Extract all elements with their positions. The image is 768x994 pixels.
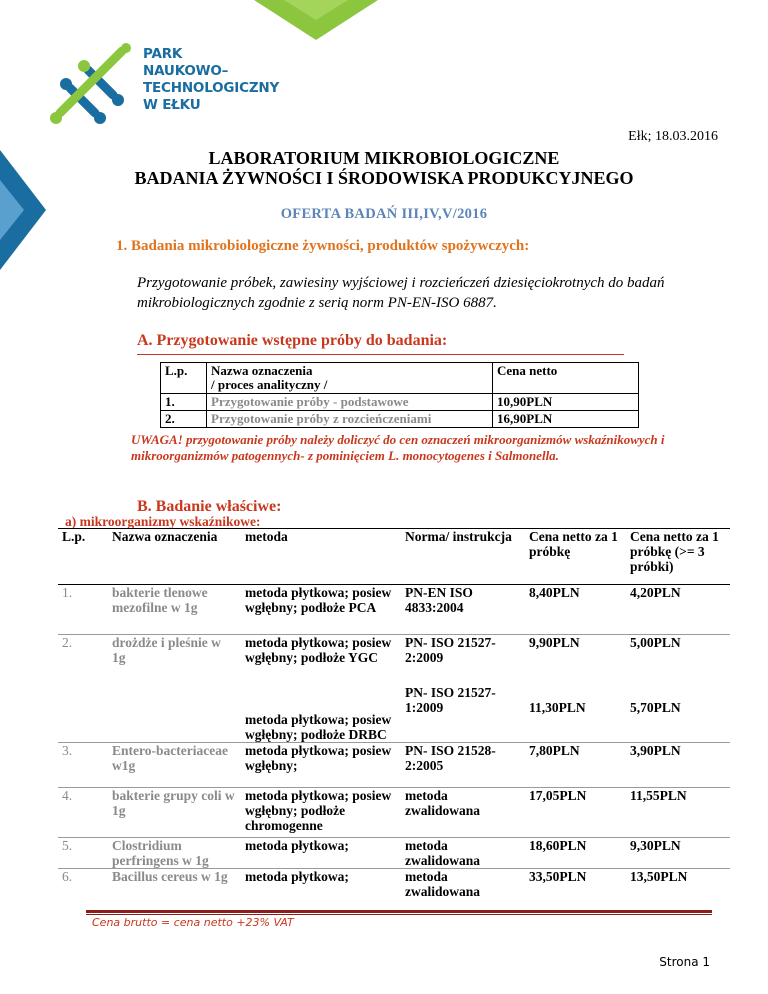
row-price-1: 7,80PLN bbox=[525, 743, 626, 788]
row-price-1: 18,60PLN bbox=[525, 838, 626, 869]
row-price-1: 11,30PLN bbox=[529, 699, 586, 715]
table-row bbox=[161, 411, 639, 428]
row-method: metoda płytkowa; posiew wgłębny; podłoże DRBC bbox=[245, 712, 392, 742]
header-price-3: Cena netto za 1 próbkę (>= 3 próbki) bbox=[626, 529, 730, 585]
row-norm: PN- ISO 21527-1:2009 bbox=[405, 684, 496, 715]
footer-divider-thin bbox=[86, 914, 712, 915]
brutto-note: Cena brutto = cena netto +23% VAT bbox=[92, 916, 294, 929]
row-norm: metoda zwalidowana bbox=[401, 838, 525, 869]
title-line-2: BADANIA ŻYWNOŚCI I ŚRODOWISKA PRODUKCYJNEGO bbox=[134, 168, 634, 188]
section-1-heading: 1. Badania mikrobiologiczne żywności, produktów spożywczych: bbox=[116, 238, 530, 254]
row-name: Entero-bacteriaceae w1g bbox=[108, 743, 241, 788]
decorative-green-chevron bbox=[254, 0, 378, 40]
row-name: Clostridium perfringens w 1g bbox=[108, 838, 241, 869]
header-name: Nazwa oznaczenia bbox=[108, 529, 241, 585]
row-lp: 2. bbox=[161, 411, 207, 428]
row-norm: metoda zwalidowana bbox=[401, 788, 525, 838]
row-norm: PN-EN ISO 4833:2004 bbox=[401, 585, 525, 635]
row-price-3: 9,30PLN bbox=[626, 838, 730, 869]
row-lp: 1. bbox=[58, 585, 108, 635]
row-lp bbox=[58, 685, 108, 743]
row-price-1: 9,90PLN bbox=[525, 635, 626, 685]
row-price: 16,90PLN bbox=[493, 411, 639, 428]
row-price-3: 11,55PLN bbox=[626, 788, 730, 838]
header-lp: L.p. bbox=[58, 529, 108, 585]
header-lp: L.p. bbox=[161, 363, 207, 394]
section-a-heading: A. Przygotowanie wstępne próby do badania: bbox=[137, 332, 448, 349]
row-name: bakterie tlenowe mezofilne w 1g bbox=[108, 585, 241, 635]
row-norm: PN- ISO 21528-2:2005 bbox=[401, 743, 525, 788]
row-lp: 1. bbox=[161, 394, 207, 411]
row-price-3: 5,70PLN bbox=[630, 699, 681, 715]
title-line-1: LABORATORIUM MIKROBIOLOGICZNE bbox=[208, 148, 560, 168]
logo-line: NAUKOWO– bbox=[143, 63, 229, 79]
row-method: metoda płytkowa; posiew wgłębny; podłoże PCA bbox=[241, 585, 401, 635]
row-price-3: 5,00PLN bbox=[626, 635, 730, 685]
row-lp: 6. bbox=[58, 869, 108, 903]
row-method: metoda płytkowa; bbox=[241, 838, 401, 869]
row-price: 10,90PLN bbox=[493, 394, 639, 411]
uwaga-note: UWAGA! przygotowanie próby należy doliczyć do cen oznaczeń mikroorganizmów wskaźnikowych i mikroorganizmów patogennych- z pominięciem L. monocytogenes i Salmonella. bbox=[131, 432, 665, 463]
section-b-subheading: a) mikroorganizmy wskaźnikowe: bbox=[65, 514, 261, 529]
row-price-1: 8,40PLN bbox=[525, 585, 626, 635]
row-norm: PN- ISO 21527-2:2009 bbox=[401, 635, 525, 685]
row-price-1: 17,05PLN bbox=[525, 788, 626, 838]
table-row bbox=[58, 869, 730, 903]
row-method: metoda płytkowa; posiew wgłębny; podłoże YGC bbox=[241, 635, 401, 685]
row-method: metoda płytkowa; bbox=[241, 869, 401, 903]
header-norm: Norma/ instrukcja bbox=[401, 529, 525, 585]
table-row bbox=[58, 788, 730, 838]
header-name-line-2: / proces analityczny / bbox=[211, 377, 328, 392]
park-logo bbox=[40, 40, 280, 135]
section-a-underline bbox=[137, 354, 624, 355]
row-norm: metoda zwalidowana bbox=[401, 869, 525, 903]
header-name-line-1: Nazwa oznaczenia bbox=[211, 363, 313, 378]
document-date: Ełk; 18.03.2016 bbox=[628, 129, 718, 144]
row-price-3: 4,20PLN bbox=[626, 585, 730, 635]
row-name: bakterie grupy coli w 1g bbox=[108, 788, 241, 838]
intro-paragraph: Przygotowanie próbek, zawiesiny wyjściowej i rozcieńczeń dziesięciokrotnych do badań mikrobiologicznych zgodnie z serią norm PN-EN-ISO 6887. bbox=[137, 275, 665, 311]
row-lp: 5. bbox=[58, 838, 108, 869]
row-lp: 4. bbox=[58, 788, 108, 838]
table-row bbox=[58, 685, 730, 743]
header-method: metoda bbox=[241, 529, 401, 585]
row-name: Przygotowanie próby z rozcieńczeniami bbox=[207, 411, 493, 428]
table-row bbox=[58, 585, 730, 635]
row-lp: 2. bbox=[58, 635, 108, 685]
row-price-1: 33,50PLN bbox=[525, 869, 626, 903]
logo-line: W EŁKU bbox=[143, 97, 201, 113]
footer-divider bbox=[86, 910, 712, 913]
table-row bbox=[161, 394, 639, 411]
row-method: metoda płytkowa; posiew wgłębny; bbox=[241, 743, 401, 788]
row-name: drożdże i pleśnie w 1g bbox=[108, 635, 241, 685]
offer-heading: OFERTA BADAŃ III,IV,V/2016 bbox=[280, 206, 488, 222]
preparation-table bbox=[160, 362, 639, 428]
tests-table bbox=[58, 528, 730, 903]
table-header-row bbox=[58, 529, 730, 585]
row-lp: 3. bbox=[58, 743, 108, 788]
header-price-1: Cena netto za 1 próbkę bbox=[525, 529, 626, 585]
logo-line: TECHNOLOGICZNY bbox=[143, 80, 280, 96]
row-method: metoda płytkowa; posiew wgłębny; podłoże chromogenne bbox=[241, 788, 401, 838]
table-row bbox=[58, 838, 730, 869]
row-price-3: 13,50PLN bbox=[626, 869, 730, 903]
logo-text bbox=[143, 46, 279, 114]
logo-mark-icon bbox=[40, 40, 140, 135]
table-row bbox=[58, 743, 730, 788]
row-name: Bacillus cereus w 1g bbox=[108, 869, 241, 903]
header-name bbox=[207, 363, 493, 394]
row-name: Przygotowanie próby - podstawowe bbox=[207, 394, 493, 411]
page-number: Strona 1 bbox=[659, 955, 710, 969]
table-row bbox=[58, 635, 730, 685]
table-header-row bbox=[161, 363, 639, 394]
header-price: Cena netto bbox=[493, 363, 639, 394]
section-b-heading: B. Badanie właściwe: bbox=[137, 498, 282, 515]
row-price-3: 3,90PLN bbox=[626, 743, 730, 788]
logo-line: PARK bbox=[143, 46, 183, 62]
row-name bbox=[108, 685, 241, 743]
